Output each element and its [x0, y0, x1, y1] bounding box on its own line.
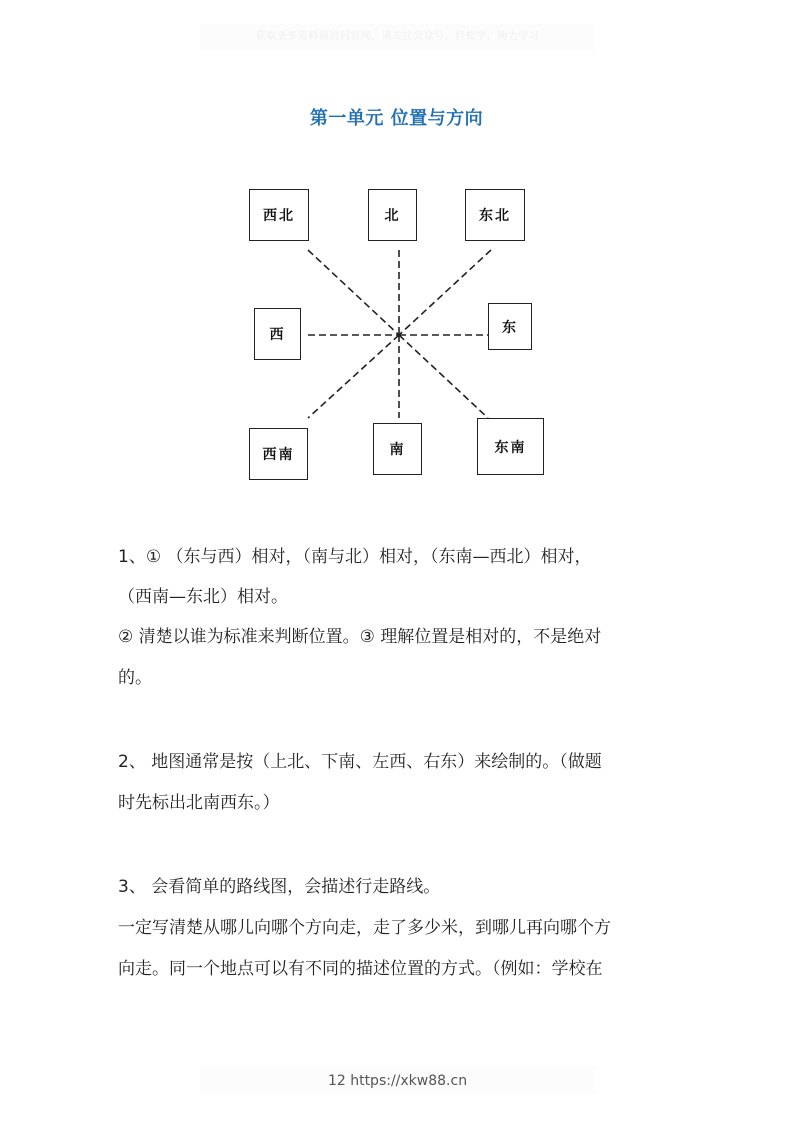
- box-north: [368, 189, 417, 241]
- paragraph-1-line-3: ② 清楚以谁为标准来判断位置。③ 理解位置是相对的，不是绝对: [118, 627, 602, 647]
- label-southeast: 东南: [494, 439, 527, 456]
- box-southeast: [477, 418, 544, 475]
- page-title: 第一单元 位置与方向: [309, 108, 484, 129]
- compass-direction-diagram: [0, 0, 793, 500]
- footer-page-url: 12 https://xkw88.cn: [327, 1073, 468, 1089]
- box-west: [254, 308, 301, 360]
- box-northwest: [249, 189, 309, 241]
- label-northwest: 西北: [263, 208, 295, 224]
- page-footer: [200, 1066, 595, 1094]
- box-south: [373, 423, 422, 475]
- paragraph-1-line-1: 1、① （东与西）相对，（南与北）相对，（东南—西北）相对，: [118, 547, 592, 567]
- label-west: 西: [269, 327, 286, 343]
- box-southwest: [249, 428, 308, 480]
- paragraph-2-line-2: 时先标出北南西东。）: [118, 793, 280, 813]
- box-northeast: [465, 189, 525, 241]
- label-north: 北: [384, 208, 401, 224]
- label-south: 南: [389, 442, 406, 458]
- label-northeast: 东北: [479, 208, 511, 224]
- paragraph-3-line-2: 一定写清楚从哪儿向哪个方向走，走了多少米，到哪儿再向哪个方: [118, 918, 611, 938]
- label-southwest: 西南: [262, 447, 295, 463]
- box-east: [488, 303, 532, 350]
- line-northeast: [399, 250, 491, 335]
- top-watermark: 获取更多资料请访问官网，请关注公众号，轻松学，助力学习: [200, 24, 595, 50]
- paragraph-3-line-1: 3、 会看简单的路线图，会描述行走路线。: [118, 877, 441, 897]
- label-east: 东: [502, 319, 518, 336]
- paragraph-3-line-3: 向走。同一个地点可以有不同的描述位置的方式。（例如：学校在: [118, 959, 603, 979]
- paragraph-2-line-1: 2、 地图通常是按（上北、下南、左西、右东）来绘制的。（做题: [118, 752, 602, 772]
- line-southeast: [399, 335, 488, 418]
- line-northwest: [308, 250, 399, 335]
- center-point: [397, 333, 401, 337]
- line-southwest: [308, 335, 399, 418]
- paragraph-1-line-4: 的。: [118, 668, 152, 688]
- paragraph-1-line-2: （西南—东北）相对。: [118, 587, 288, 607]
